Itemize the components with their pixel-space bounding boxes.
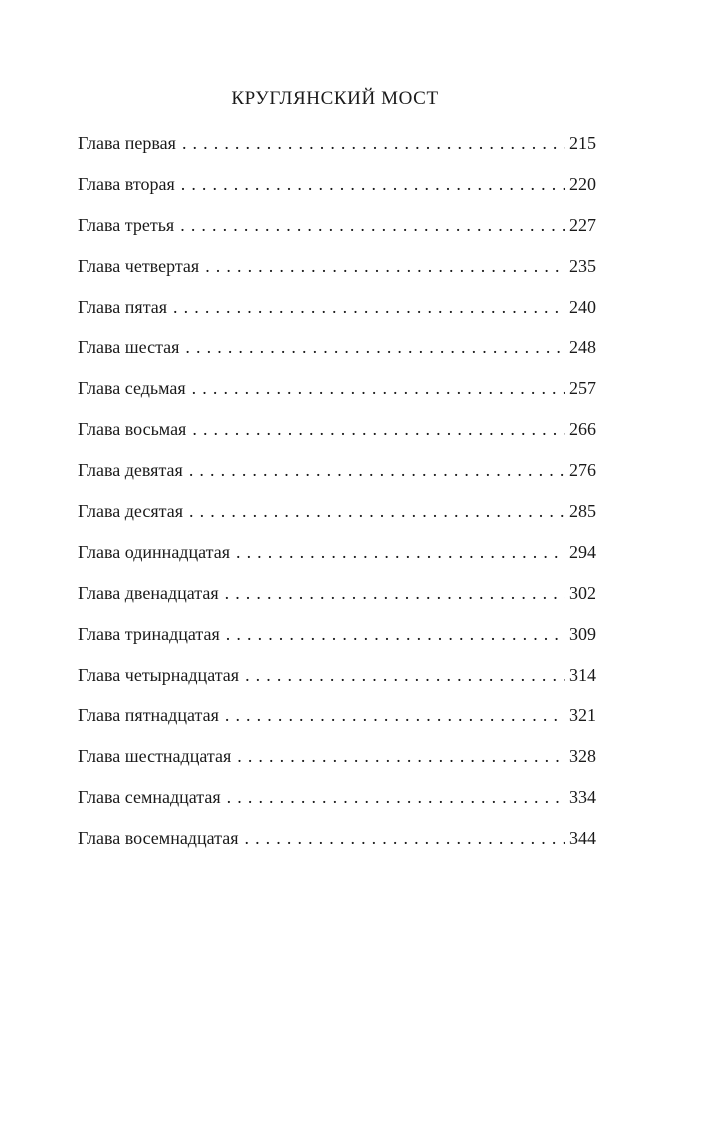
table-of-contents [78, 130, 596, 866]
chapter-title: Глава восьмая [78, 419, 187, 440]
toc-entry[interactable] [78, 784, 596, 825]
chapter-title: Глава пятнадцатая [78, 705, 219, 726]
dot-leader [192, 375, 565, 401]
toc-entry[interactable] [78, 334, 596, 375]
dot-leader [185, 334, 565, 360]
dot-leader [225, 702, 565, 728]
page-number: 294 [569, 541, 596, 562]
page-number: 240 [569, 296, 596, 317]
page-number: 248 [569, 337, 596, 358]
page-number: 215 [569, 133, 596, 153]
chapter-title: Глава четвертая [78, 255, 200, 276]
toc-entry[interactable] [78, 457, 596, 498]
chapter-title: Глава десятая [78, 501, 183, 522]
dot-leader [205, 253, 565, 279]
toc-entry[interactable] [78, 539, 596, 580]
dot-leader [181, 171, 565, 197]
chapter-title: Глава семнадцатая [78, 787, 221, 808]
toc-entry[interactable] [78, 171, 596, 212]
toc-entry[interactable] [78, 416, 596, 457]
page-number: 328 [569, 746, 596, 767]
page-number: 344 [569, 828, 596, 849]
chapter-title: Глава одиннадцатая [78, 541, 230, 562]
toc-entry[interactable] [78, 253, 596, 294]
page-number: 227 [569, 214, 596, 235]
chapter-title: Глава восемнадцатая [78, 828, 239, 849]
page-number: 276 [569, 460, 596, 481]
page-number: 285 [569, 501, 596, 522]
toc-entry[interactable] [78, 621, 596, 662]
toc-entry[interactable] [78, 825, 596, 866]
dot-leader [189, 498, 565, 524]
chapter-title: Глава двенадцатая [78, 582, 219, 603]
dot-leader [173, 294, 565, 320]
dot-leader [189, 457, 565, 483]
toc-entry[interactable] [78, 662, 596, 703]
toc-entry[interactable] [78, 294, 596, 335]
dot-leader [236, 539, 565, 565]
toc-entry[interactable] [78, 130, 596, 171]
chapter-title: Глава тринадцатая [78, 623, 220, 644]
dot-leader [180, 212, 565, 238]
page-number: 235 [569, 255, 596, 276]
chapter-title: Глава пятая [78, 296, 168, 317]
toc-entry[interactable] [78, 375, 596, 416]
page-number: 257 [569, 378, 596, 399]
page-number: 334 [569, 787, 596, 808]
page-number: 266 [569, 419, 596, 440]
toc-entry[interactable] [78, 498, 596, 539]
toc-entry[interactable] [78, 743, 596, 784]
chapter-title: Глава четырнадцатая [78, 664, 240, 685]
page-number: 321 [569, 705, 596, 726]
toc-entry[interactable] [78, 702, 596, 743]
dot-leader [226, 621, 565, 647]
chapter-title: Глава седьмая [78, 378, 186, 399]
page-number: 314 [569, 664, 596, 685]
dot-leader [244, 825, 565, 851]
dot-leader [227, 784, 565, 810]
toc-entry[interactable] [78, 212, 596, 253]
dot-leader [225, 580, 565, 606]
page-number: 220 [569, 173, 596, 194]
chapter-title: Глава вторая [78, 173, 175, 194]
toc-entry[interactable] [78, 580, 596, 621]
chapter-title: Глава первая [78, 133, 176, 153]
page-number: 302 [569, 582, 596, 603]
chapter-title: Глава шестая [78, 337, 180, 358]
dot-leader [182, 130, 565, 156]
dot-leader [192, 416, 565, 442]
dot-leader [245, 662, 565, 688]
dot-leader [237, 743, 565, 769]
section-title: КРУГЛЯНСКИЙ МОСТ [231, 88, 439, 109]
chapter-title: Глава третья [78, 214, 175, 235]
chapter-title: Глава шестнадцатая [78, 746, 232, 767]
chapter-title: Глава девятая [78, 460, 183, 481]
page-number: 309 [569, 623, 596, 644]
